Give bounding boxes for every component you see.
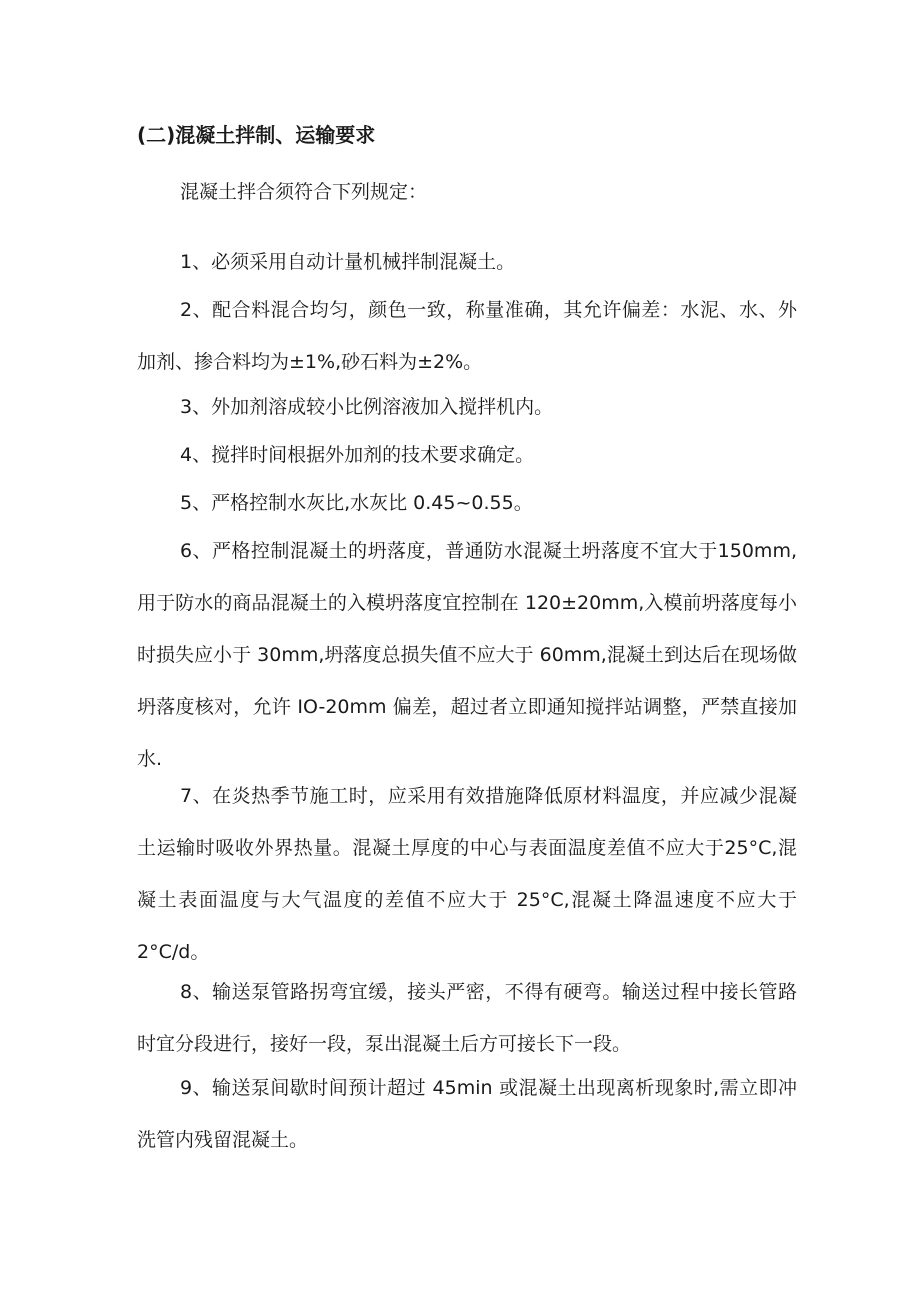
list-item-8: 8、输送泵管路拐弯宜缓，接头严密，不得有硬弯。输送过程中接长管路时宜分段进行，接好一段，泵出混凝土后方可接长下一段。	[137, 981, 797, 1055]
list-item-2: 2、配合料混合均匀，颜色一致，称量准确，其允许偏差：水泥、水、外加剂、掺合料均为±1%,砂石料为±2%。	[137, 299, 797, 373]
list-item-1: 1、必须采用自动计量机械拌制混凝土。	[180, 251, 516, 273]
intro-paragraph: 混凝土拌合须符合下列规定：	[180, 181, 428, 203]
list-item-4: 4、搅拌时间根据外加剂的技术要求确定。	[180, 444, 535, 466]
section-heading: (二)混凝土拌制、运输要求	[137, 123, 376, 147]
list-item-5: 5、严格控制水灰比,水灰比 0.45~0.55。	[180, 492, 533, 514]
list-item-7: 7、在炎热季节施工时，应采用有效措施降低原材料温度，并应减少混凝土运输时吸收外界热量。混凝土厚度的中心与表面温度差值不应大于25°C,混凝土表面温度与大气温度的差值不应大于 25°C,混凝土降温速度不应大于 2°C/d。	[137, 785, 797, 963]
list-item-6: 6、严格控制混凝土的坍落度，普通防水混凝土坍落度不宜大于150mm,用于防水的商品混凝土的入模坍落度宜控制在 120±20mm,入模前坍落度每小时损失应小于 30mm,坍落度总损失值不应大于 60mm,混凝土到达后在现场做坍落度核对，允许 IO-20mm 偏差，超过者立即通知搅拌站调整，严禁直接加水.	[137, 540, 797, 770]
list-item-3: 3、外加剂溶成较小比例溶液加入搅拌机内。	[180, 396, 554, 418]
list-item-9: 9、输送泵间歇时间预计超过 45min 或混凝土出现离析现象时,需立即冲洗管内残留混凝土。	[137, 1077, 797, 1151]
